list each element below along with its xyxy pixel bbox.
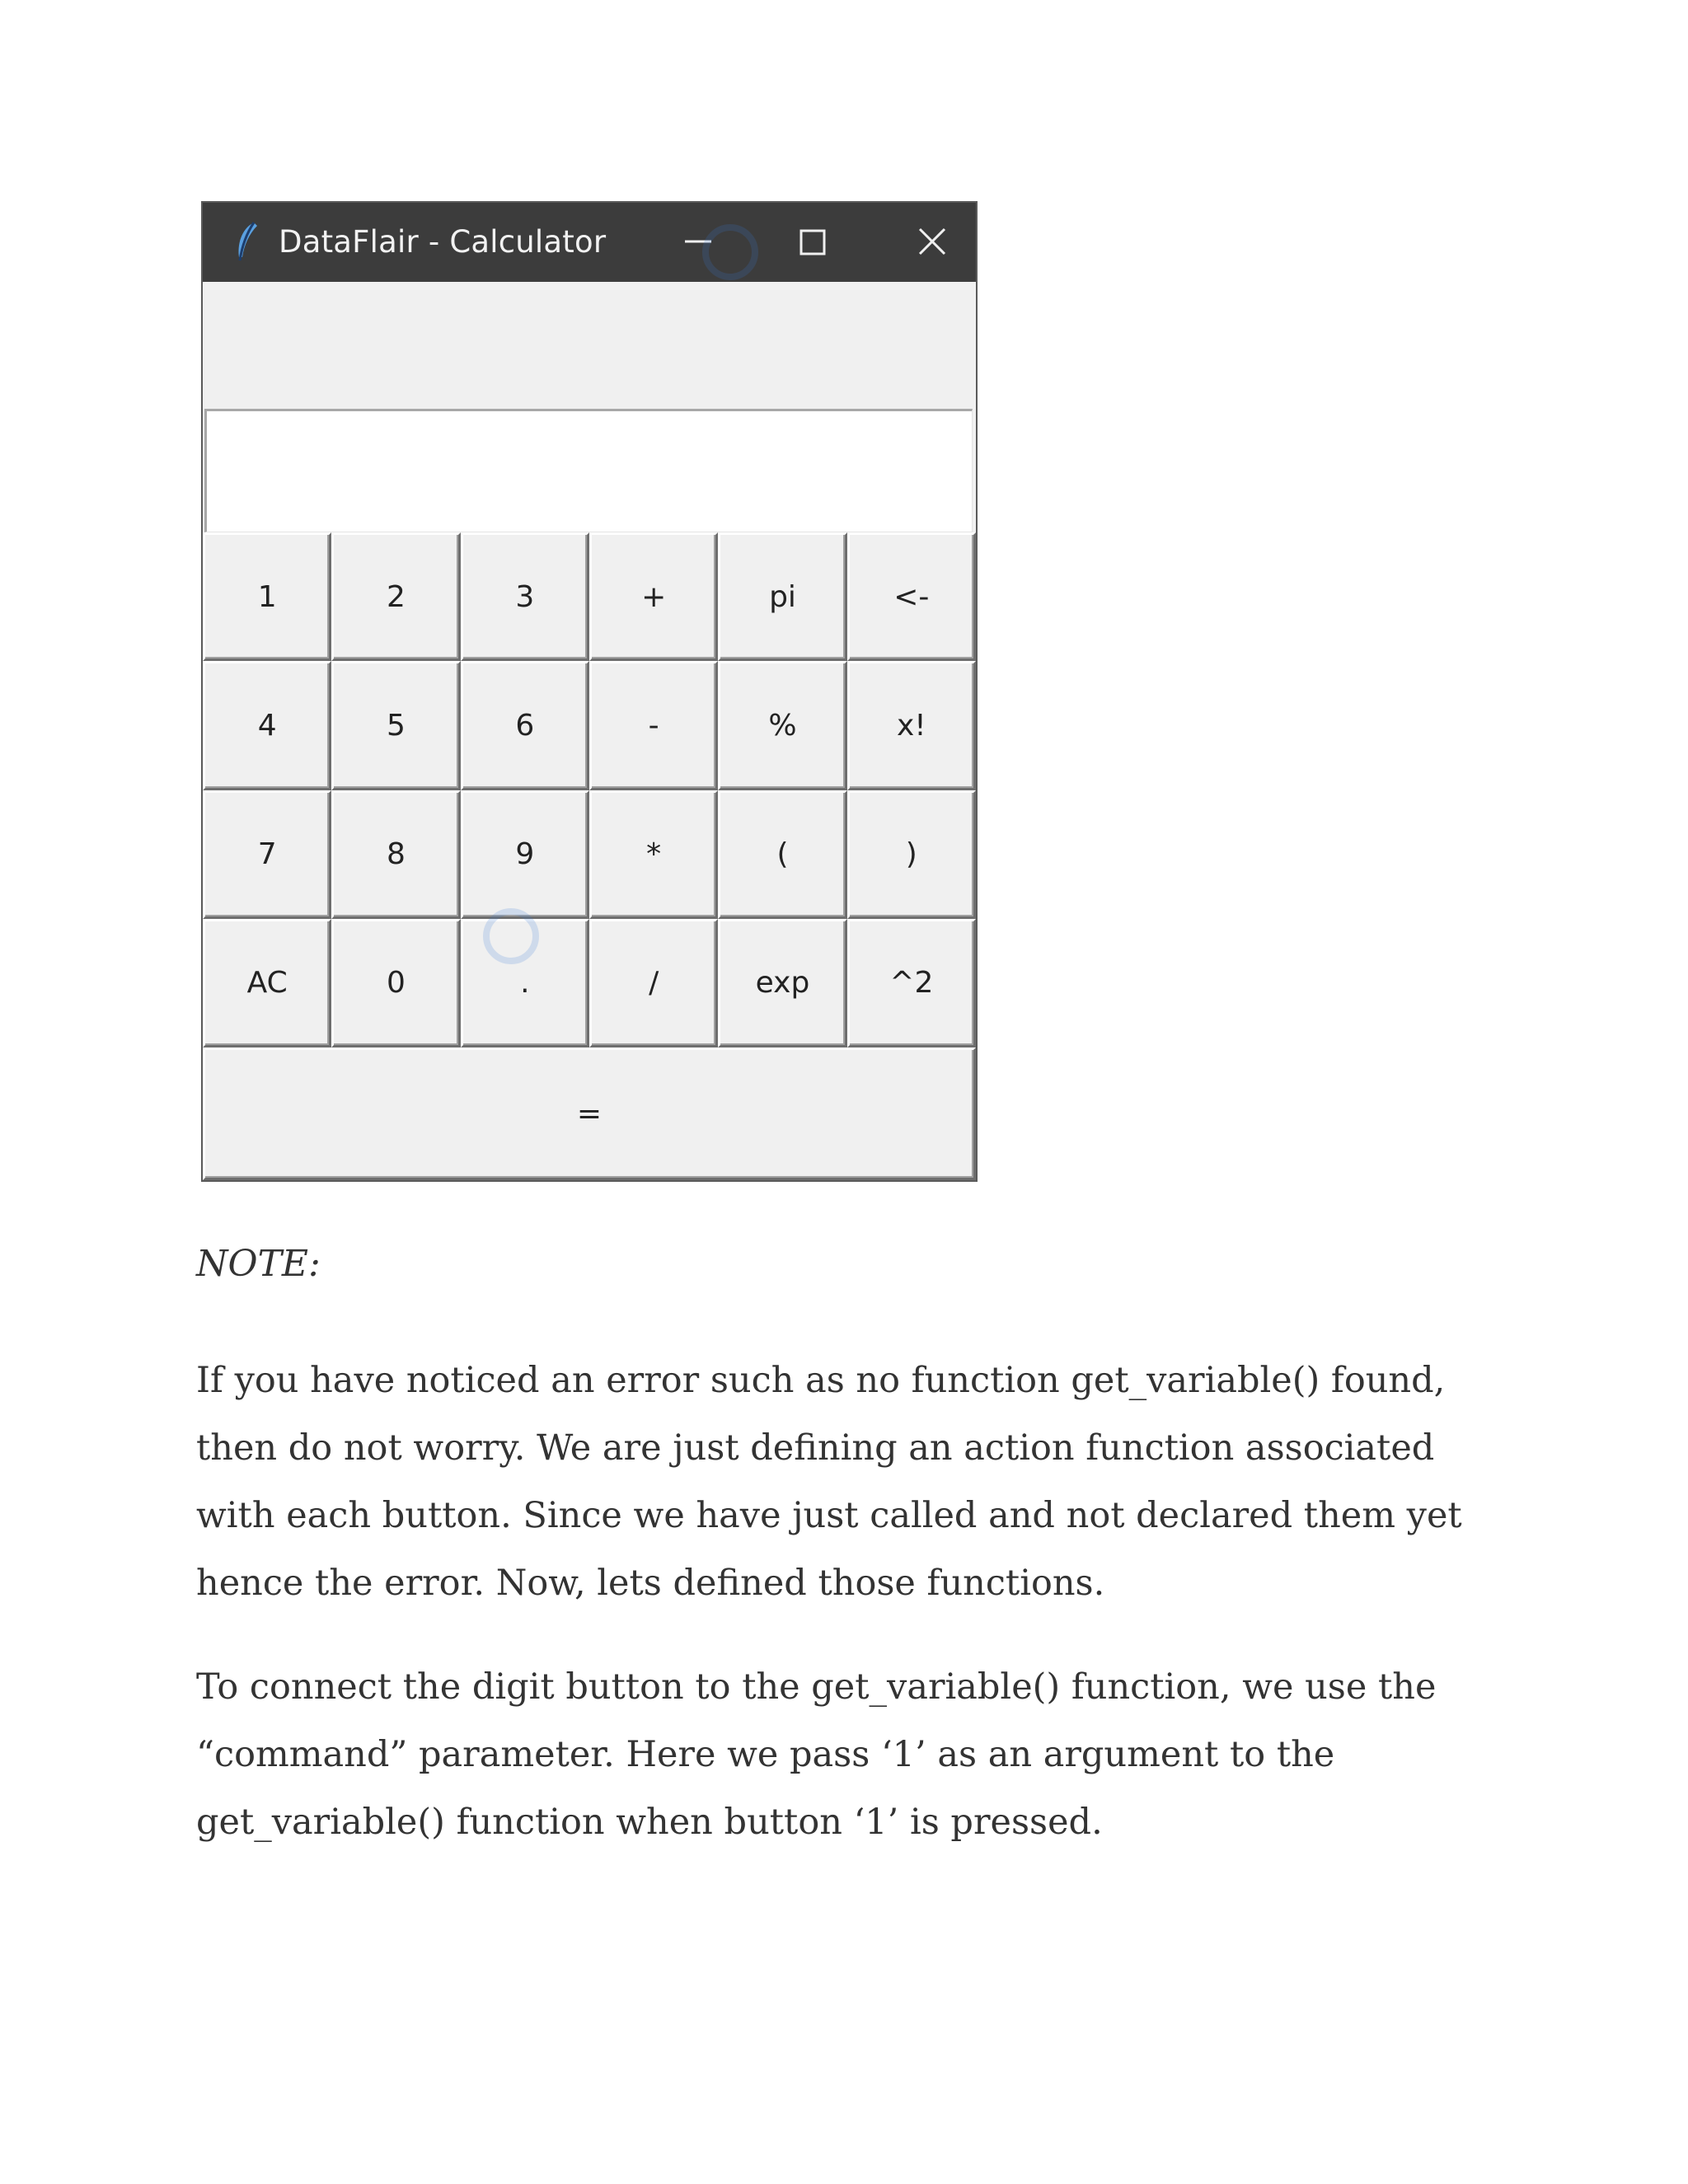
title-bar[interactable] — [203, 203, 976, 282]
keypad — [203, 532, 976, 1047]
key-pi[interactable]: pi — [718, 532, 846, 661]
key-clear[interactable]: AC — [203, 919, 331, 1047]
key-1[interactable]: 1 — [203, 532, 331, 661]
key-8[interactable]: 8 — [331, 790, 460, 919]
key-minus[interactable]: - — [589, 661, 718, 790]
key-plus[interactable]: + — [589, 532, 718, 661]
label-area — [203, 282, 976, 409]
maximize-icon[interactable] — [767, 203, 857, 282]
key-factorial[interactable]: x! — [847, 661, 976, 790]
paragraph: If you have noticed an error such as no function get_variable() found, then do not worry. We are just defining an action function associated with each button. Since we have just called and not declared them yet hence the error. Now, lets defined those functions. — [196, 1360, 1462, 1604]
close-icon[interactable] — [887, 203, 978, 282]
key-square[interactable]: ^2 — [847, 919, 976, 1047]
display-field[interactable] — [204, 409, 973, 532]
key-percent[interactable]: % — [718, 661, 846, 790]
key-2[interactable]: 2 — [331, 532, 460, 661]
key-decimal[interactable]: . — [461, 919, 589, 1047]
key-6[interactable]: 6 — [461, 661, 589, 790]
key-0[interactable]: 0 — [331, 919, 460, 1047]
key-open-paren[interactable]: ( — [718, 790, 846, 919]
key-multiply[interactable]: * — [589, 790, 718, 919]
key-7[interactable]: 7 — [203, 790, 331, 919]
key-divide[interactable]: / — [589, 919, 718, 1047]
key-exp[interactable]: exp — [718, 919, 846, 1047]
feather-icon — [232, 221, 260, 264]
key-4[interactable]: 4 — [203, 661, 331, 790]
paragraph: To connect the digit button to the get_variable() function, we use the “command” parameter. Here we pass ‘1’ as an argument to the get_variable() function when button ‘1’ is pressed. — [196, 1666, 1437, 1843]
calculator-window — [201, 201, 978, 1182]
equals-button[interactable]: = — [203, 1047, 976, 1180]
key-backspace[interactable]: <- — [847, 532, 976, 661]
key-3[interactable]: 3 — [461, 532, 589, 661]
key-close-paren[interactable]: ) — [847, 790, 976, 919]
window-title: DataFlair - Calculator — [279, 224, 607, 260]
minimize-icon[interactable] — [652, 203, 743, 282]
key-9[interactable]: 9 — [461, 790, 589, 919]
note-label: NOTE: — [196, 1243, 321, 1285]
key-5[interactable]: 5 — [331, 661, 460, 790]
